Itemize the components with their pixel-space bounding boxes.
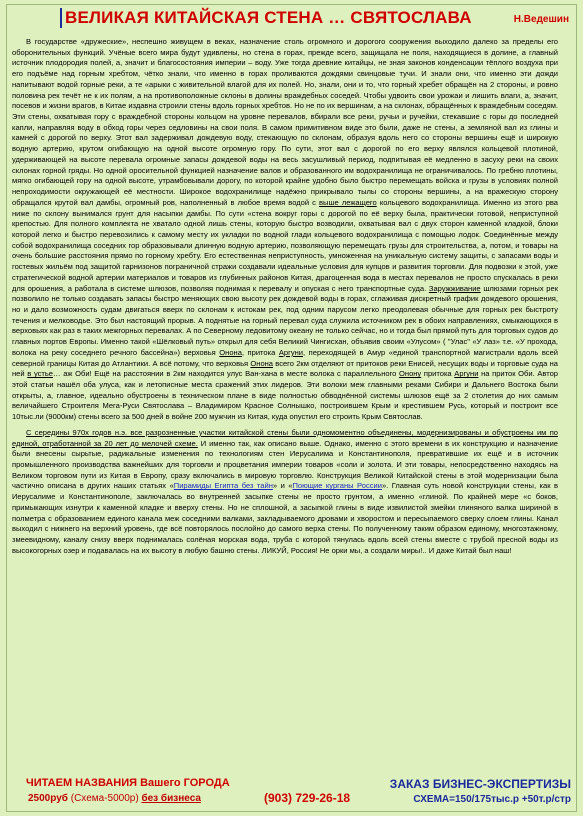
author-name: Н.Ведешин bbox=[513, 14, 569, 25]
text-run: И именно так, как описано выше. Однако, именно с этого времени в их конструкцию и назначение были внесены сырьтые, радикальные изменения по технологиям стен Иерусалима и Константинополя, превратившие их ещё и в источник промышленного производства важнейших для торговли и процветания империи товаров «соли и золота. И эти товары, непосредственно находясь на Великом торговом пути из Китая в Европу, сразу включались в мировую торговлю. Конструкция Великой Китайской стены в этой модернизации была частично описана в других наших статьях « bbox=[12, 438, 558, 491]
text-run: В государстве «дружеские», неспешно живущем в веках, назначение столь огромного и дорогого сооружения выходило далеко за пределы его оборонительных функций. Учёные всего мира будут удивлены, но стена в горах, прежде всего, защищала не поля, находящиеся в долине, а главный источник плодородия полей, а, значит и благосостояния империи – воду. Уже тогда древние китайцы, не зная законов конденсации тёплого воздуха при его подъёме над горным хребтом, чётко знали, что именно в горах проливаются дождями свинцовые тучи. И знали они, что именно эти дожди напитывают водой горные реки, а те «арыки с живительной влагой для их полей. Но, знали, они и то, что горный хребет обращён на 2 стороны, и ровно половина рек течёт не к их полям, а на противоположные склоны в долины враждебных соседей. Чтобы удвоить свои урожаи и лишить влаги, а, значит, посевов и жизни врагов, в Китае издавна строили стены вдоль горных хребтов. Но не по их вершинам, а на склонах, обращённых к враждебным соседям. Эти стены, охватывая гору с враждебной стороны кольцом на уровне перевалов, вбирали все реки, ручьи и ручейки, стекавшие с горы до последней капли, направляя воду в обход горы через седловины на свои поля. В самом примитивном виде это были, даже не стены, а земляной вал из глины и камней с дорогой по верху. Этот вал задерживал дождевую воду, стекающую по склонам, образуя вдоль него со стороны вершины ещё и широкую водную артерию, крутом огибающую на одной высоте огромную гору. По сути, этот вал с дорогой по его верху являлся кольцевой плотиной, удерживающей на высоте перевала огромные запасы дождевой воды на весь засушливый период, подпитывая её медленно в засуху реки на своих склонах горной гряды. Но одной оросительной функцией назначение валов и образованного им водохранилища не ограничивалось. По гребню плотины, мягко огибающей гору на одной высоте, утрамбовывали дорогу, по которой крайне удобно было быстро перемещать войска и грузы в условиях полной непроходимости окружающей её местности. Широкое водохранилище надёжно прикрывало тылы со стороны вершины, а на вражескую сторону обращался крутой вал дамбы, огромный ров, наполненный в любое время водой с bbox=[12, 37, 558, 207]
text-run: кольцевого водохранилища. Именно из этого рва ниже по склону вынимался грунт для насыпки дамбы. По сути «стена вокруг горы с дорогой по её верху была, практически готовой, неприступной крепостью. Для полного комплекта не хватало одной лишь стены, которую быстро возводили, охватывая вал с двух сторон каменной кладкой, блоки которой легко и быстро перевозились к самому месту их укладки по водной глади кольцевого водохранилища с помощью лодок. Соединённые между собой водохранилища соседних гор образовывали длинную водную артерию, позволяющую перемещать грузы для строительства, а, потом, и товары на очень большие расстояния прямо по горному хребту. Его естественная неприступность, умноженная на уникальную систему защиты, с запасами воды и гостевых жильём под защитой гарнизонов пограничной стражи создавали идеальные условия для купцов и развития торговли. Для подвозки к этой, уже стратегической водной артерии материалов и товаров из глубинных районов Китая, драгоценная вода в местах перевалов не просто спускалась в реки для орошения, а работала в системе шлюзов, позволяя поднимая к перевалу и опуская с него транспортные суда. bbox=[12, 197, 558, 293]
price-scheme: (Схема-5000р) bbox=[70, 793, 139, 804]
page-title: ВЕЛИКАЯ КИТАЙСКАЯ СТЕНА … СВЯТОСЛАВА bbox=[60, 8, 472, 28]
text-run: … аж Оби! Ещё на расстоянии в 2км находится улус Ван-хана в месте волока с параллельного bbox=[53, 369, 400, 379]
paragraph-1 bbox=[12, 37, 558, 423]
underlined-text: Онону bbox=[399, 369, 422, 379]
text-run: , переходящей в Амур «единой транспортной магистрали вдоль всей северной границы Китая до Атлантики. А всё потому, что верховья bbox=[12, 347, 558, 368]
text-run: ». Главная суть новой конструкции стены, как в Иерусалиме и Константинополе, заключалась во внутренней засыпке стены не просто грунтом, а именно «глиной. По крайней мере «с боков, примыкающих изнутри к каменной кладке и вверху стены. Но не сплошной, а засыпкой глины в виде извилистой змейки глиняного валка шириной в полметра с образованием единого канала меж соседними валками, закладываемого дровами и хворостом и пересыпаемого сверху слоем глины. Канал выходил с нижнего на верхний уровень, где всё повторялось послойно до самого верха стены. По полученному таким образом единому, многоэтажному, змеевидному, каналу снизу вверх поднималась солёная морская вода, труба с которой тянулась вдоль всей стены вместе с трубой пресной воды из высокогорных озер и подавалась на их высоту в любую башню стены. ЛИКУЙ, Россия! Не орки мы, а создали миры!.. И даже Китай был наш! bbox=[12, 481, 558, 555]
underlined-text: С середины 970х годов н.э. все разрозненные участки китайской стены были одномоментно объединены, модернизированы и обустроены им по единой, отработанной за 20 лет до мелочей схеме. bbox=[12, 427, 558, 448]
article-body bbox=[12, 37, 558, 743]
no-business-label: без бизнеса bbox=[141, 793, 201, 804]
text-run: » и « bbox=[272, 481, 293, 491]
link-pyramids-article[interactable]: Пирамиды Египта без тайн bbox=[173, 481, 273, 491]
text-run: на приток Оби. Автор этой статьи нашёл оба улуса, как и летописные места сражений этих лидеров. Эти волоки меж главными реками Сибири и Дальнего Востока были открыты, а, главное, идеально обустроены в техническом плане в виде полностью обводнённой системы шлюзов ещё за 2 столетия до них самым величайшего Строителя Мега-Руси Святослава – Владимиром Красное Солнышко, построившем Крым и крестившем Русь, который и построит все 10тыс.ли (9000км) стены всего за 500 дней в войне 200 мужчин из Китая, куда опустил его строить Крым Святослав. bbox=[12, 369, 558, 422]
footer-read-label: ЧИТАЕМ НАЗВАНИЯ Вашего ГОРОДА bbox=[26, 777, 230, 789]
scheme-price: СХЕМА=150/175тыс.р +50т.р/стр bbox=[413, 794, 571, 805]
text-run: шлюзами горных рек позволило не только создавать запасы быстро меняющих свою высоту рек дождевой воды в горах, сглаживая дискретный график дождевого орошения, но и дало возможность судам двигаться вверх по склонам к истокам рек, под одним парусом легко преодолевая обычные для горных рек быстроту течения и мелководье. Это был настоящий прорыв. А поднятые на горный перевал суда служила источником рек в обоих направлениях, смыкающихся в верховьях как раз в таких межгорных перевалах. А по Северному ледовитому океану не только сейчас, но и тогда был прямой путь для торговых судов до главных портов Европы. Именно такой «Шёлковый путь» открыл для себя Великий Чингисхан, объявив своим «Улусом» ( "Улас" «У лаз» т.е. «У прохода, волока на реку соседнего речного бассейна») верховья bbox=[12, 283, 558, 357]
underlined-text: в устье bbox=[27, 369, 53, 379]
underlined-text: Аргуни bbox=[454, 369, 479, 379]
footer-price-line bbox=[28, 793, 201, 804]
underlined-text: Онона bbox=[219, 347, 242, 357]
underlined-text: Аргуни bbox=[278, 347, 303, 357]
underlined-text: Онона bbox=[250, 358, 274, 368]
underlined-text: выше лежащего bbox=[319, 197, 377, 207]
phone-number: (903) 729-26-18 bbox=[264, 791, 351, 805]
underlined-text: Заружживание bbox=[428, 283, 481, 293]
text-run: притока bbox=[421, 369, 455, 379]
text-run: , притока bbox=[241, 347, 279, 357]
text-run: всего 2км отделяют от притоков реки Енисей, несущих воды и торговые суда на ней bbox=[12, 358, 558, 379]
header bbox=[0, 4, 583, 30]
price: 2500руб bbox=[28, 793, 68, 804]
examination-label: ЗАКАЗ БИЗНЕС-ЭКСПЕРТИЗЫ bbox=[389, 777, 571, 791]
link-kurgans-article[interactable]: Поющие курганы России bbox=[292, 481, 382, 491]
paragraph-2 bbox=[12, 428, 558, 557]
